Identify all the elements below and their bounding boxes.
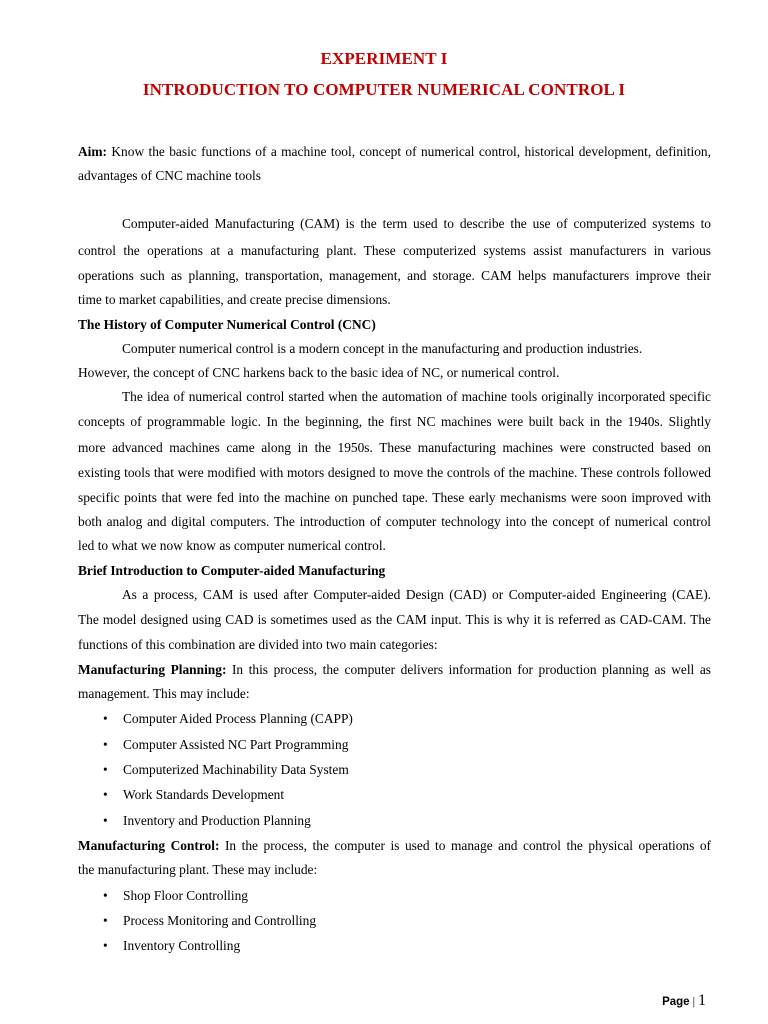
brief-line-3: functions of this combination are divided into two main categories:	[78, 637, 438, 652]
history-heading: The History of Computer Numerical Control (CNC)	[78, 317, 376, 332]
history-p2-line-3: more advanced machines came along in the 1950s. These manufacturing machines were constructed based on	[78, 440, 711, 455]
history-p2-line-6: both analog and digital computers. The introduction of computer technology into the concept of numerical control	[78, 514, 711, 529]
intro-line-3: operations such as planning, transportation, management, and storage. CAM helps manufacturers improve their	[78, 268, 711, 283]
document-title: INTRODUCTION TO COMPUTER NUMERICAL CONTROL I	[142, 80, 626, 99]
aim-line-2: advantages of CNC machine tools	[78, 168, 261, 183]
history-p2-line-2: concepts of programmable logic. In the beginning, the first NC machines were built back in the 1940s. Slightly	[78, 414, 711, 429]
bullet-glyph: •	[103, 938, 108, 953]
planning-item-1: Computer Aided Process Planning (CAPP)	[123, 711, 353, 726]
aim-label: Aim:	[78, 144, 108, 159]
planning-item-2: Computer Assisted NC Part Programming	[123, 737, 349, 752]
page-footer	[662, 992, 706, 1010]
bullet-glyph: •	[103, 737, 108, 752]
history-p1-line-2: However, the concept of CNC harkens back to the basic idea of NC, or numerical control.	[78, 365, 560, 380]
planning-item-5: Inventory and Production Planning	[123, 813, 311, 828]
intro-line-2: control the operations at a manufacturing plant. These computerized systems assist manufacturers in various	[78, 243, 711, 258]
history-p2-line-5: specific points that were fed into the machine on punched tape. These early mechanisms were soon improved with	[78, 490, 711, 505]
control-item-1: Shop Floor Controlling	[123, 888, 248, 903]
bullet-glyph: •	[103, 762, 108, 777]
page-separator: |	[692, 994, 695, 1008]
control-item-3: Inventory Controlling	[123, 938, 241, 953]
page-label: Page	[662, 996, 690, 1008]
history-p2-line-1: The idea of numerical control started when the automation of machine tools originally incorporated specific	[122, 389, 711, 404]
brief-heading: Brief Introduction to Computer-aided Manufacturing	[78, 563, 386, 578]
bullet-glyph: •	[103, 711, 108, 726]
brief-line-1: As a process, CAM is used after Computer-aided Design (CAD) or Computer-aided Engineering (CAE).	[122, 587, 711, 602]
planning-item-3: Computerized Machinability Data System	[123, 762, 349, 777]
experiment-heading: EXPERIMENT I	[320, 49, 448, 68]
planning-label: Manufacturing Planning:	[78, 662, 227, 677]
control-line-1	[78, 837, 711, 854]
brief-line-2: The model designed using CAD is sometimes used as the CAM input. This is why it is referred as CAD-CAM. The	[78, 612, 711, 627]
aim-line-1	[78, 143, 711, 160]
bullet-glyph: •	[103, 813, 108, 828]
bullet-glyph: •	[103, 787, 108, 802]
history-p2-line-4: existing tools that were modified with motors designed to move the controls of the machine. These controls followed	[78, 465, 711, 480]
control-label: Manufacturing Control:	[78, 838, 220, 853]
intro-line-4: time to market capabilities, and create precise dimensions.	[78, 292, 391, 307]
history-p2-line-7: led to what we now know as computer numerical control.	[78, 538, 386, 553]
intro-line-1: Computer-aided Manufacturing (CAM) is the term used to describe the use of computerized systems to	[122, 216, 711, 231]
planning-line-1	[78, 661, 711, 678]
control-item-2: Process Monitoring and Controlling	[123, 913, 317, 928]
control-text-1: In the process, the computer is used to manage and control the physical operations of	[224, 838, 711, 853]
planning-item-4: Work Standards Development	[123, 787, 285, 802]
bullet-glyph: •	[103, 913, 108, 928]
control-line-2: the manufacturing plant. These may include:	[78, 862, 318, 877]
bullet-glyph: •	[103, 888, 108, 903]
page-number: 1	[698, 992, 706, 1009]
aim-text-1: Know the basic functions of a machine tool, concept of numerical control, historical development, definition,	[111, 144, 711, 159]
history-p1-line-1: Computer numerical control is a modern concept in the manufacturing and production industries.	[122, 341, 643, 356]
planning-text-1: In this process, the computer delivers information for production planning as well as	[231, 662, 711, 677]
planning-line-2: management. This may include:	[78, 686, 250, 701]
